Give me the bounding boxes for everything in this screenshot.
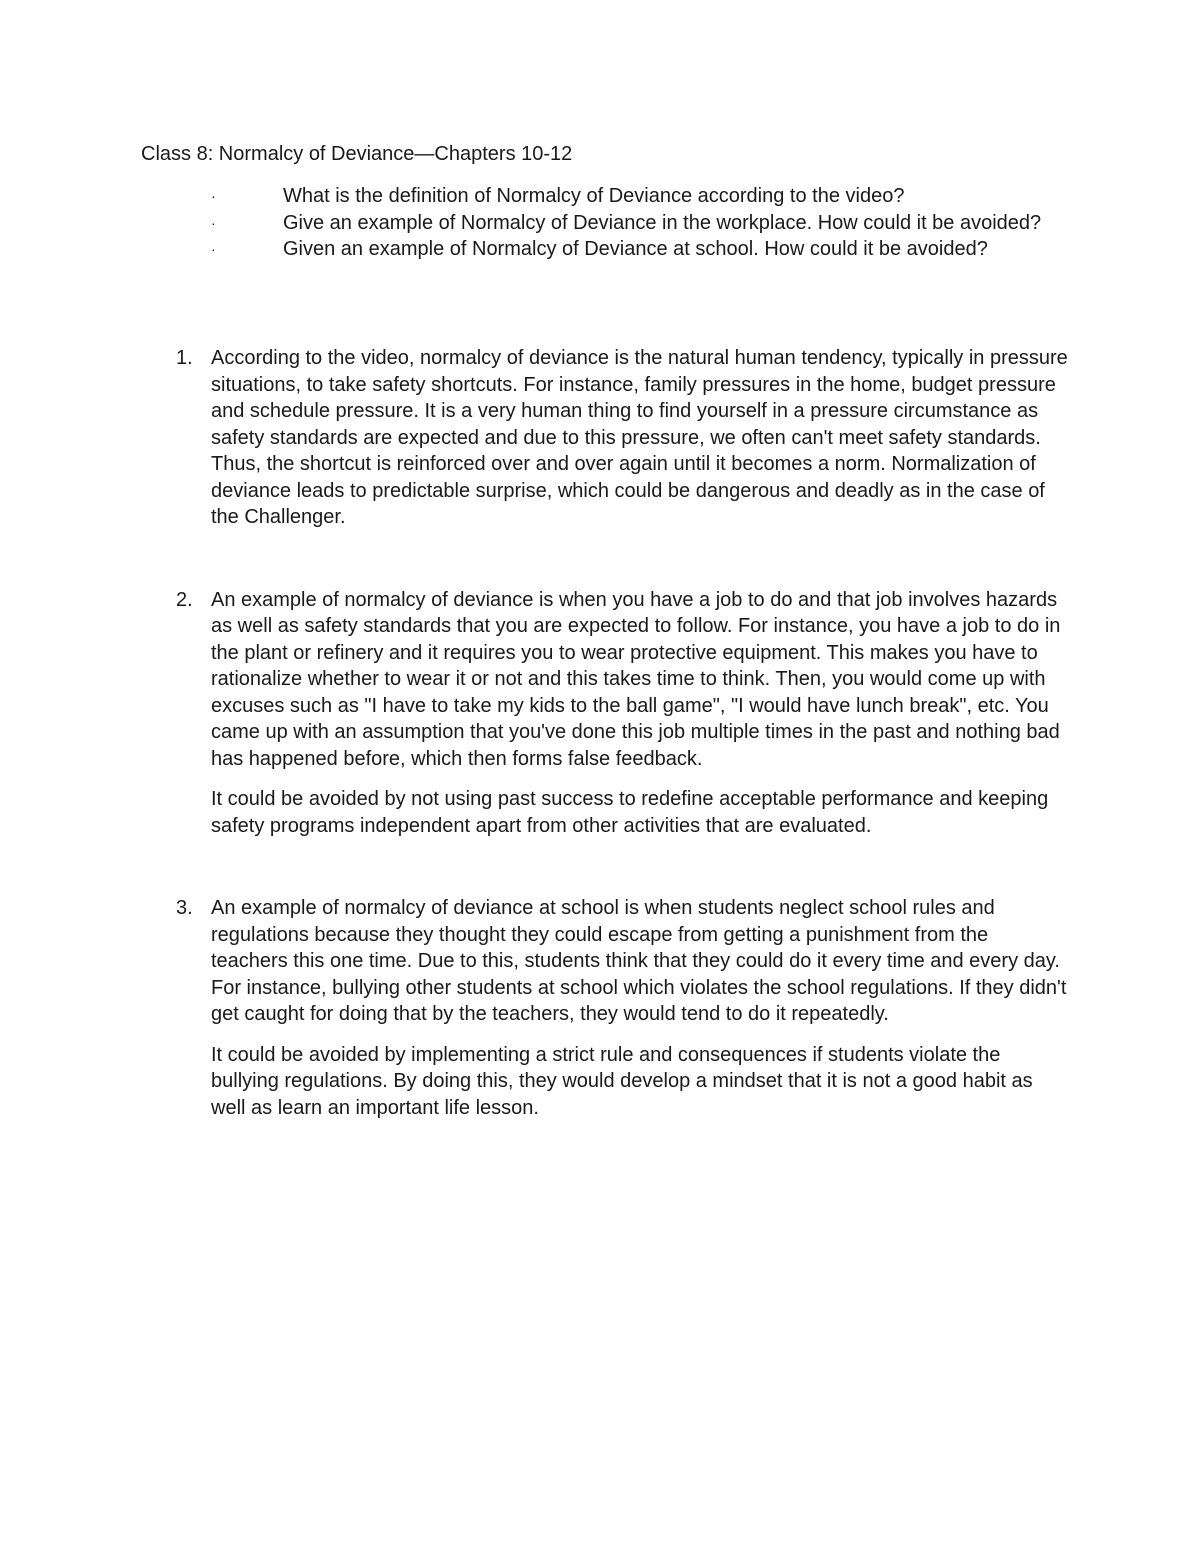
page-title: Class 8: Normalcy of Deviance—Chapters 10-12 — [141, 143, 573, 165]
answer-paragraph-avoidance: It could be avoided by not using past success to redefine acceptable performance and keeping safety programs independent apart from other activities that are evaluated. — [211, 788, 1049, 837]
question-item — [211, 183, 1071, 210]
answer-paragraph: An example of normalcy of deviance is when you have a job to do and that job involves hazards as well as safety standards that you are expected to follow. For instance, you have a job to do in the plant or refinery and it requires you to wear protective equipment. This makes you have to rationalize whether to wear it or not and this takes time to think. Then, you would come up with excuses such as "I have to take my kids to the ball game", "I would have lunch break", etc. You came up with an assumption that you've done this job multiple times in the past and nothing bad has happened before, which then forms false feedback. — [211, 588, 1061, 770]
question-item — [211, 236, 1071, 263]
question-text: Given an example of Normalcy of Deviance at school. How could it be avoided? — [283, 238, 988, 260]
answer-number: 2. — [176, 588, 193, 611]
answer-paragraph-avoidance: It could be avoided by implementing a strict rule and consequences if students violate the bullying regulations. By doing this, they would develop a mindset that it is not a good habit as well as learn an important life lesson. — [211, 1043, 1033, 1119]
answer-number: 3. — [176, 897, 193, 919]
answer-item-1 — [170, 345, 1070, 531]
answer-item-2 — [170, 587, 1070, 840]
answer-number: 1. — [176, 347, 193, 369]
question-item — [211, 210, 1071, 237]
answer-item-3 — [170, 895, 1070, 1121]
answer-paragraph: An example of normalcy of deviance at school is when students neglect school rules and regulations because they thought they could escape from getting a punishment from the teachers this one time. Due to this, students think that they could do it every time and every day. For instance, bullying other students at school which violates the school regulations. If they didn't get caught for doing that by the teachers, they would tend to do it repeatedly. — [211, 897, 1067, 1025]
question-list — [211, 183, 1071, 263]
question-text: What is the definition of Normalcy of Deviance according to the video? — [283, 185, 905, 207]
bullet: · — [211, 214, 216, 231]
bullet: · — [211, 188, 216, 204]
answer-list — [170, 345, 1070, 1177]
question-text: Give an example of Normalcy of Deviance in the workplace. How could it be avoided? — [283, 211, 1042, 234]
answer-paragraph: According to the video, normalcy of deviance is the natural human tendency, typically in pressure situations, to take safety shortcuts. For instance, family pressures in the home, budget pressure and schedule pressure. It is a very human thing to find yourself in a pressure circumstance as safety standards are expected and due to this pressure, we often can't meet safety standards. Thus, the shortcut is reinforced over and over again until it becomes a norm. Normalization of deviance leads to predictable surprise, which could be dangerous and deadly as in the case of the Challenger. — [211, 347, 1068, 528]
bullet: · — [211, 241, 216, 257]
